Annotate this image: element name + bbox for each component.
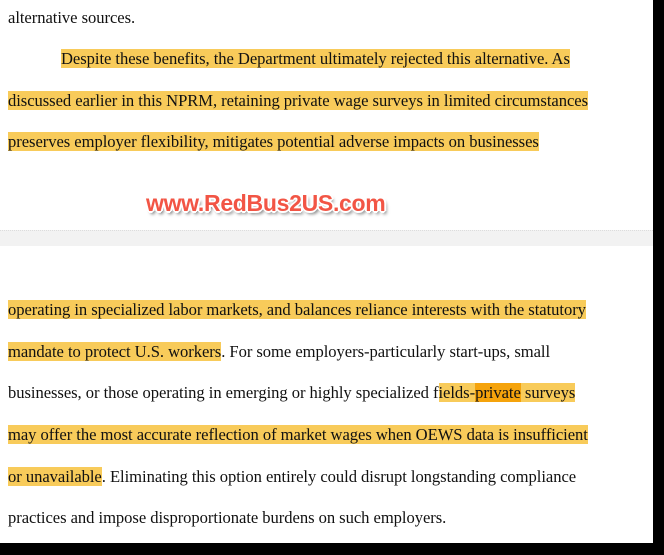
text-segment: practices and impose disproportionate burdens on such employers. (8, 508, 447, 527)
highlighted-text: preserves employer flexibility, mitigates potential adverse impacts on businesses (8, 132, 539, 151)
highlighted-text: operating in specialized labor markets, and balances reliance interests with the statutory (8, 300, 586, 319)
text-segment: businesses, or those operating in emerging or highly specialized f (8, 383, 439, 402)
text-line (8, 7, 135, 29)
highlighted-text: discussed earlier in this NPRM, retaining private wage surveys in limited circumstances (8, 91, 588, 110)
text-segment: . For some employers-particularly start-ups, small (221, 342, 551, 361)
highlighted-text: or unavailable (8, 467, 102, 486)
text-segment: alternative sources. (8, 8, 136, 27)
text-line (8, 507, 446, 529)
highlighted-text: surveys (520, 383, 576, 402)
text-segment: . Eliminating this option entirely could disrupt longstanding compliance (101, 467, 577, 486)
highlighted-text: ields- (438, 383, 476, 402)
text-line (8, 131, 539, 153)
text-line (61, 48, 570, 70)
highlighted-text: Despite these benefits, the Department ultimately rejected this alternative. As (61, 49, 570, 68)
highlighted-text: may offer the most accurate reflection of market wages when OEWS data is insufficient (8, 425, 588, 444)
selected-highlighted-text: private (475, 383, 521, 402)
text-line (8, 382, 575, 404)
watermark-logo: www.RedBus2US.com (146, 190, 386, 216)
page-break-separator (0, 230, 653, 246)
text-line (8, 466, 576, 488)
text-line (8, 299, 586, 321)
text-line (8, 424, 588, 446)
text-line (8, 90, 588, 112)
text-line (8, 341, 550, 363)
highlighted-text: mandate to protect U.S. workers (8, 342, 222, 361)
